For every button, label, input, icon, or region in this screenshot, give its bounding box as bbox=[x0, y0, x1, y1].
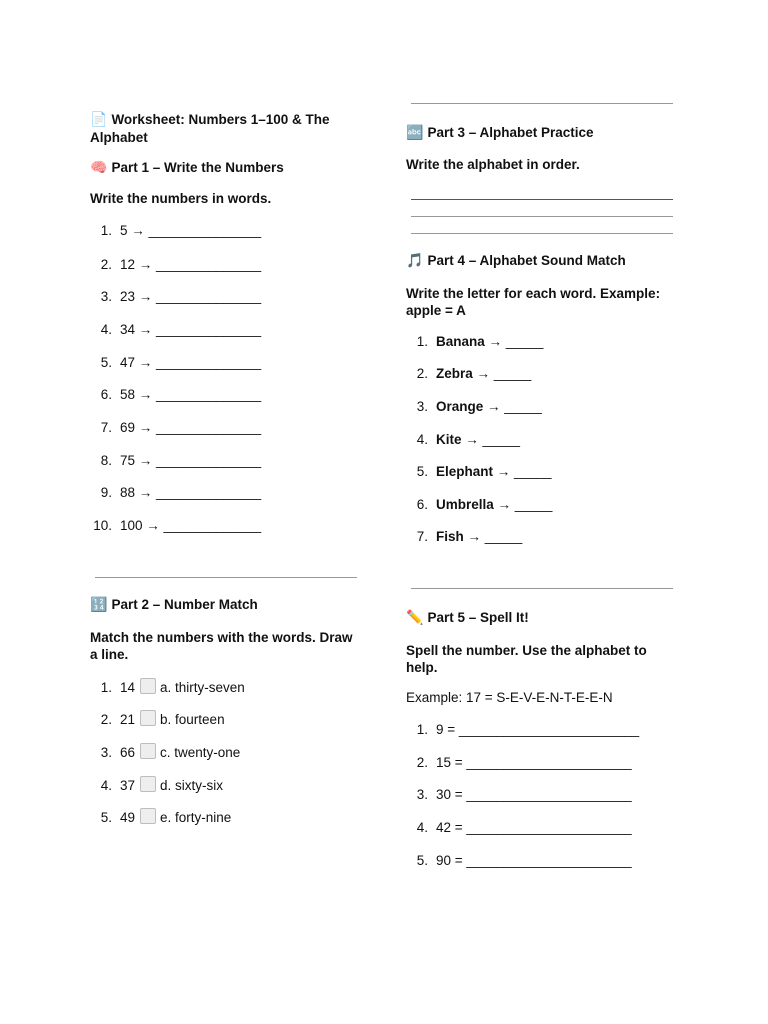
list-item[interactable] bbox=[406, 399, 542, 414]
item-number: 10. bbox=[93, 518, 112, 533]
list-item[interactable] bbox=[90, 776, 223, 793]
item-number: 7. bbox=[416, 529, 428, 544]
list-item[interactable] bbox=[406, 820, 632, 835]
part1-heading: 🧠 Part 1 – Write the Numbers bbox=[90, 160, 284, 176]
page-icon: 📄 bbox=[90, 112, 108, 128]
sound-word: Elephant bbox=[436, 464, 494, 479]
answer-line: 58 → ______________ bbox=[120, 387, 262, 402]
answer-blank: → _____ bbox=[472, 366, 532, 381]
list-item[interactable] bbox=[90, 743, 240, 760]
list-item[interactable] bbox=[406, 722, 639, 737]
part4-instruction: Write the letter for each word. Example: apple = A bbox=[406, 286, 661, 318]
answer-line: 5 → _______________ bbox=[120, 223, 262, 238]
answer-blank: → _____ bbox=[463, 529, 523, 544]
sound-word: Banana bbox=[436, 334, 485, 349]
list-item[interactable] bbox=[406, 432, 520, 447]
music-note-icon: 🎵 bbox=[406, 253, 424, 269]
answer-line: 75 → ______________ bbox=[120, 453, 262, 468]
item-number: 4. bbox=[100, 322, 112, 337]
item-number: 5. bbox=[416, 464, 428, 479]
list-item[interactable] bbox=[406, 529, 522, 544]
item-number: 9. bbox=[100, 485, 112, 500]
list-item[interactable] bbox=[406, 464, 552, 479]
match-word: b. fourteen bbox=[160, 712, 225, 727]
match-number: 49 bbox=[120, 810, 136, 825]
part3-heading: 🔤 Part 3 – Alphabet Practice bbox=[406, 125, 594, 141]
part1-instruction: Write the numbers in words. bbox=[90, 191, 272, 206]
item-number: 1. bbox=[416, 722, 428, 737]
list-item[interactable] bbox=[90, 223, 261, 238]
item-number: 4. bbox=[416, 432, 428, 447]
item-number: 5. bbox=[416, 853, 428, 868]
part3-instruction: Write the alphabet in order. bbox=[406, 157, 580, 172]
sound-word: Orange bbox=[436, 399, 484, 414]
list-item[interactable] bbox=[90, 678, 245, 695]
part5-example: Example: 17 = S-E-V-E-N-T-E-E-N bbox=[406, 690, 613, 705]
brain-icon: 🧠 bbox=[90, 160, 108, 176]
list-item[interactable] bbox=[90, 518, 261, 533]
answer-blank: → _____ bbox=[461, 432, 521, 447]
list-item[interactable] bbox=[90, 289, 261, 304]
checkbox-icon[interactable] bbox=[140, 808, 156, 824]
answer-blank: → _____ bbox=[493, 497, 553, 512]
answer-line: 23 → ______________ bbox=[120, 289, 262, 304]
answer-line: 100 → _____________ bbox=[120, 518, 262, 533]
list-item[interactable] bbox=[90, 485, 261, 500]
checkbox-icon[interactable] bbox=[140, 776, 156, 792]
match-number: 37 bbox=[120, 778, 136, 793]
checkbox-icon[interactable] bbox=[140, 710, 156, 726]
item-number: 1. bbox=[416, 334, 428, 349]
sound-word: Kite bbox=[436, 432, 462, 447]
item-number: 3. bbox=[100, 745, 112, 760]
list-item[interactable] bbox=[406, 787, 632, 802]
divider bbox=[411, 103, 673, 104]
writing-line[interactable] bbox=[411, 233, 673, 234]
numbers-icon: 🔢 bbox=[90, 597, 108, 613]
part4-heading: 🎵 Part 4 – Alphabet Sound Match bbox=[406, 253, 626, 269]
item-number: 2. bbox=[416, 755, 428, 770]
answer-line: 15 = ______________________ bbox=[436, 755, 632, 770]
match-number: 66 bbox=[120, 745, 136, 760]
item-number: 2. bbox=[100, 257, 112, 272]
match-number: 21 bbox=[120, 712, 136, 727]
list-item[interactable] bbox=[90, 355, 261, 370]
checkbox-icon[interactable] bbox=[140, 743, 156, 759]
pencil-icon: ✏️ bbox=[406, 610, 424, 626]
match-number: 14 bbox=[120, 680, 136, 695]
answer-line: 69 → ______________ bbox=[120, 420, 262, 435]
item-number: 1. bbox=[100, 680, 112, 695]
checkbox-icon[interactable] bbox=[140, 678, 156, 694]
item-number: 2. bbox=[416, 366, 428, 381]
answer-line: 12 → ______________ bbox=[120, 257, 262, 272]
sound-word: Umbrella bbox=[436, 497, 494, 512]
item-number: 5. bbox=[100, 355, 112, 370]
item-number: 4. bbox=[416, 820, 428, 835]
item-number: 7. bbox=[100, 420, 112, 435]
letters-icon: 🔤 bbox=[406, 125, 424, 141]
item-number: 1. bbox=[100, 223, 112, 238]
match-word: d. sixty-six bbox=[160, 778, 224, 793]
item-number: 6. bbox=[100, 387, 112, 402]
item-number: 3. bbox=[100, 289, 112, 304]
answer-line: 88 → ______________ bbox=[120, 485, 262, 500]
list-item[interactable] bbox=[90, 420, 261, 435]
worksheet-title: 📄 Worksheet: Numbers 1–100 & The Alphabet bbox=[90, 112, 330, 145]
list-item[interactable] bbox=[90, 257, 261, 272]
item-number: 3. bbox=[416, 787, 428, 802]
part2-heading: 🔢 Part 2 – Number Match bbox=[90, 597, 258, 613]
list-item[interactable] bbox=[90, 710, 225, 727]
divider bbox=[411, 588, 673, 589]
answer-line: 30 = ______________________ bbox=[436, 787, 632, 802]
sound-word: Zebra bbox=[436, 366, 473, 381]
part2-instruction: Match the numbers with the words. Draw a line. bbox=[90, 630, 353, 662]
part5-heading: ✏️ Part 5 – Spell It! bbox=[406, 610, 529, 626]
answer-line: 34 → ______________ bbox=[120, 322, 262, 337]
answer-line: 42 = ______________________ bbox=[436, 820, 632, 835]
item-number: 2. bbox=[100, 712, 112, 727]
sound-word: Fish bbox=[436, 529, 464, 544]
answer-blank: → _____ bbox=[483, 399, 542, 414]
list-item[interactable] bbox=[406, 853, 632, 868]
item-number: 8. bbox=[100, 453, 112, 468]
answer-blank: → _____ bbox=[493, 464, 552, 479]
part5-instruction: Spell the number. Use the alphabet to help. bbox=[406, 643, 647, 675]
item-number: 3. bbox=[416, 399, 428, 414]
match-word: a. thirty-seven bbox=[160, 680, 245, 695]
item-number: 4. bbox=[100, 778, 112, 793]
answer-line: 9 = ________________________ bbox=[436, 722, 640, 737]
writing-line[interactable] bbox=[411, 199, 673, 200]
answer-blank: → _____ bbox=[484, 334, 544, 349]
list-item[interactable] bbox=[90, 808, 231, 825]
answer-line: 90 = ______________________ bbox=[436, 853, 632, 868]
item-number: 6. bbox=[416, 497, 428, 512]
list-item[interactable] bbox=[406, 334, 543, 349]
list-item[interactable] bbox=[406, 497, 552, 512]
match-word: e. forty-nine bbox=[160, 810, 232, 825]
list-item[interactable] bbox=[406, 755, 632, 770]
item-number: 5. bbox=[100, 810, 112, 825]
list-item[interactable] bbox=[406, 366, 531, 381]
divider bbox=[95, 577, 357, 578]
list-item[interactable] bbox=[90, 387, 261, 402]
answer-line: 47 → ______________ bbox=[120, 355, 262, 370]
list-item[interactable] bbox=[90, 322, 261, 337]
writing-line[interactable] bbox=[411, 216, 673, 217]
match-word: c. twenty-one bbox=[160, 745, 241, 760]
list-item[interactable] bbox=[90, 453, 261, 468]
